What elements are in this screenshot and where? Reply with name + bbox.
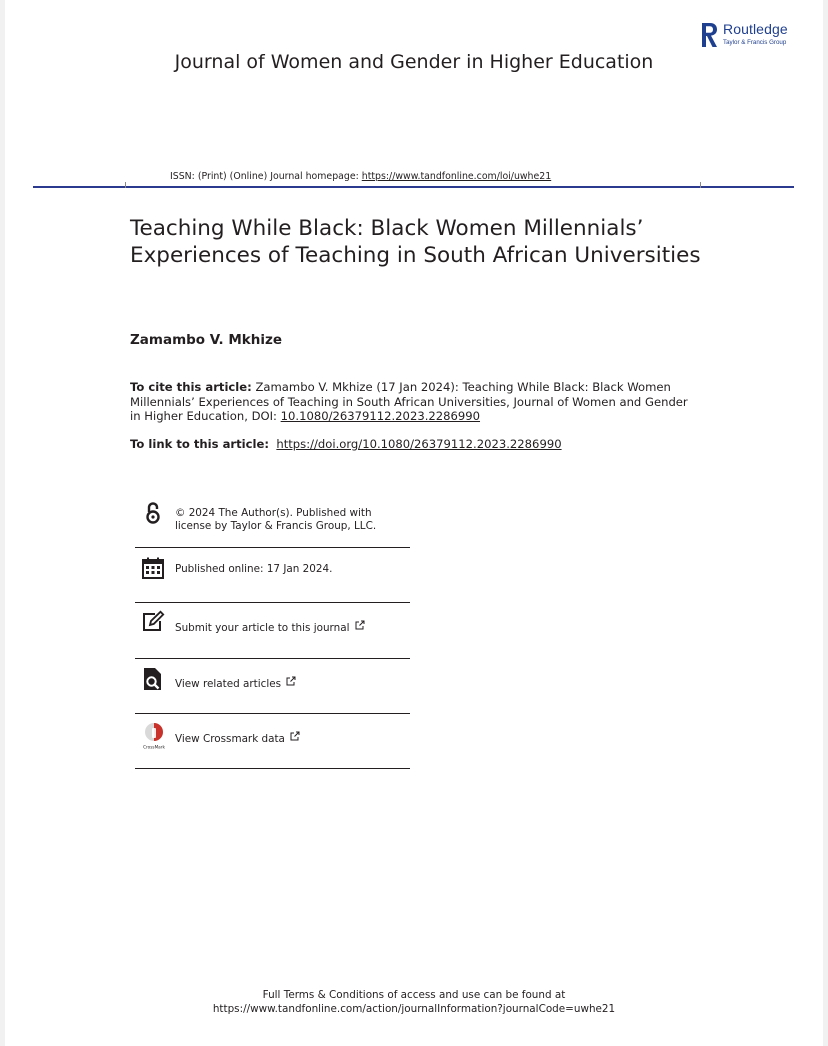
header-rule [33, 186, 794, 188]
routledge-logo[interactable] [699, 21, 809, 49]
submit-link[interactable] [175, 620, 365, 635]
external-link-icon [290, 731, 300, 741]
crossmark-link[interactable] [175, 731, 300, 746]
external-link-icon [286, 676, 296, 686]
published-item [135, 548, 410, 603]
calendar-icon [141, 556, 165, 580]
footer-terms-link[interactable]: https://www.tandfonline.com/action/journalInformation?journalCode=uwhe21 [212, 1003, 616, 1015]
article-author: Zamambo V. Mkhize [130, 332, 282, 348]
license-text [175, 507, 376, 532]
publisher-group: Taylor & Francis Group [723, 39, 787, 46]
license-line-1: © 2024 The Author(s). Published with [175, 507, 372, 519]
crossmark-item[interactable] [135, 714, 410, 769]
article-link-label: To link to this article: [130, 437, 269, 451]
article-title: Teaching While Black: Black Women Millennials’ Experiences of Teaching in South African Universities [130, 216, 701, 268]
submit-item[interactable] [135, 603, 410, 659]
issn-prefix: ISSN: (Print) (Online) Journal homepage: [170, 171, 362, 182]
article-doi-link[interactable]: https://doi.org/10.1080/26379112.2023.2286990 [276, 437, 562, 451]
page-left-edge [0, 0, 5, 1046]
crossmark-icon [141, 722, 167, 750]
edit-icon [141, 610, 165, 634]
submit-text: Submit your article to this journal [175, 622, 350, 634]
rule-tick [125, 182, 126, 188]
page-right-edge [823, 0, 828, 1046]
license-item [135, 497, 410, 548]
terms-footer [0, 988, 828, 1016]
rule-tick [700, 182, 701, 188]
citation-label: To cite this article: [130, 380, 252, 394]
footer-line-1: Full Terms & Conditions of access and use can be found at [262, 989, 566, 1001]
related-text: View related articles [175, 678, 282, 690]
citation-doi-link[interactable]: 10.1080/26379112.2023.2286990 [280, 409, 481, 424]
published-text: Published online: 17 Jan 2024. [175, 563, 333, 575]
publisher-name: Routledge [723, 21, 788, 37]
article-link-line [130, 437, 562, 451]
external-link-icon [355, 620, 365, 630]
related-item[interactable] [135, 659, 410, 714]
crossmark-caption: CrossMark [143, 744, 165, 750]
routledge-r-icon [699, 21, 719, 49]
journal-homepage-link[interactable]: https://www.tandfonline.com/loi/uwhe21 [361, 171, 552, 182]
license-line-2: license by Taylor & Francis Group, LLC. [175, 519, 377, 532]
related-link[interactable] [175, 676, 296, 691]
citation-block [130, 380, 690, 424]
crossmark-text: View Crossmark data [175, 733, 285, 745]
journal-title: Journal of Women and Gender in Higher Education [174, 51, 654, 73]
issn-line [170, 171, 551, 182]
open-access-icon [141, 501, 165, 525]
search-document-icon [141, 667, 165, 691]
citation-text: Zamambo V. Mkhize (17 Jan 2024): Teaching While Black: Black Women Millennials’ Experiences of Teaching in South African Universities, Journal of Women and Gender in Higher Education, DOI: [130, 380, 688, 424]
